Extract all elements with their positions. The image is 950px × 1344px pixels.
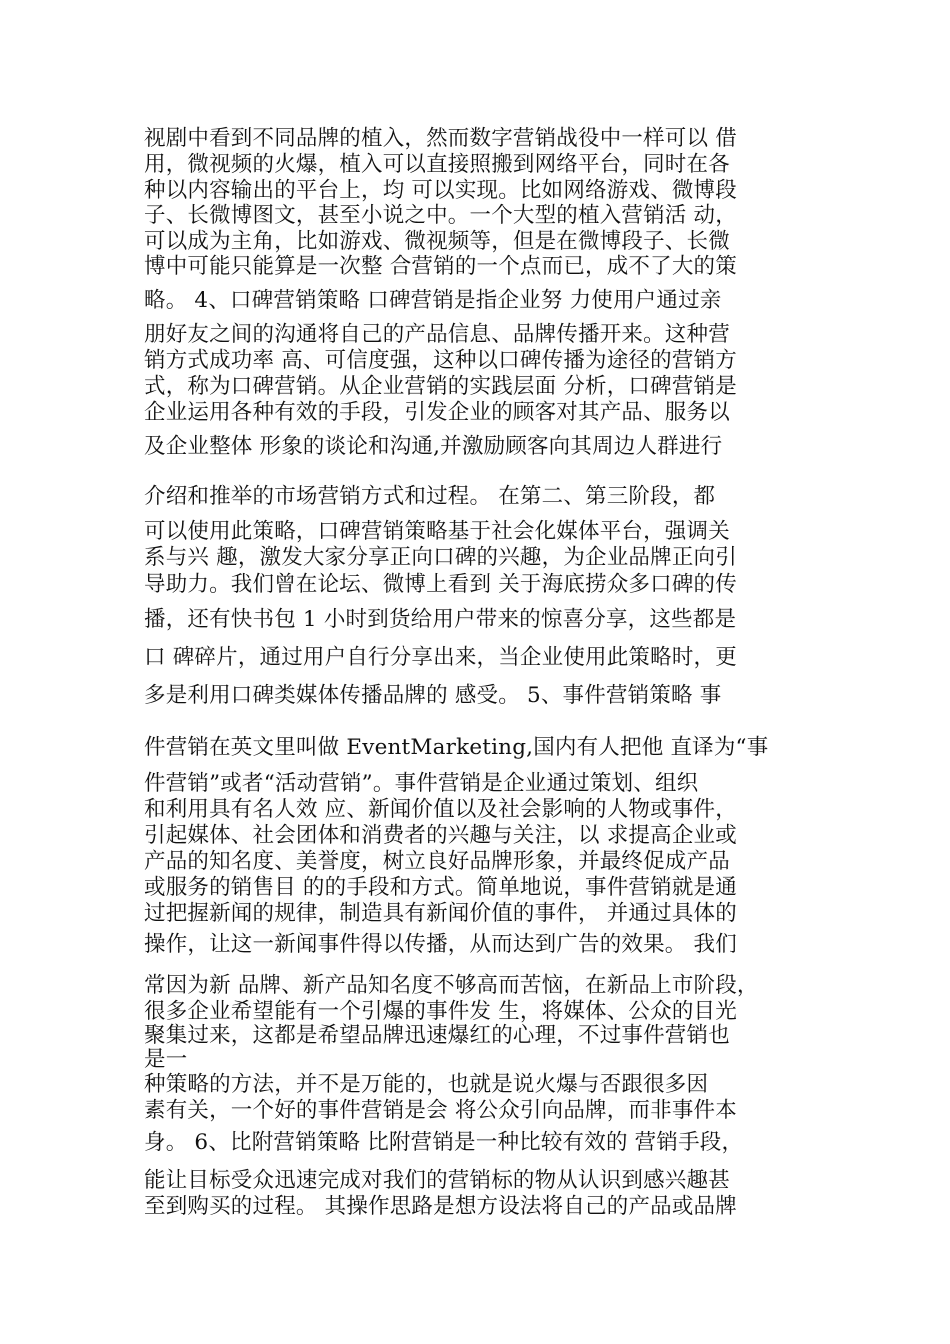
text-line: 聚集过来，这都是希望品牌迅速爆红的心理，不过事件营销也 xyxy=(144,1023,730,1048)
text-line: 介绍和推举的市场营销方式和过程。 在第二、第三阶段，都 xyxy=(144,484,716,509)
text-line: 视剧中看到不同品牌的植入，然而数字营销战役中一样可以 借 xyxy=(144,126,737,151)
text-line: 身。 6、比附营销策略 比附营销是一种比较有效的 营销手段， xyxy=(144,1130,744,1155)
text-line: 过把握新闻的规律，制造具有新闻价值的事件， 并通过具体的 xyxy=(144,901,737,926)
text-line: 引起媒体、社会团体和消费者的兴趣与关注，以 求提高企业或 xyxy=(144,823,737,848)
text-line: 子、长微博图文，甚至小说之中。一个大型的植入营销活 动， xyxy=(144,203,737,228)
text-line: 件营销在英文里叫做 EventMarketing,国内有人把他 直译为“事 xyxy=(144,735,769,760)
text-line: 博中可能只能算是一次整 合营销的一个点而已，成不了大的策 xyxy=(144,254,737,279)
text-line: 件营销”或者“活动营销”。事件营销是企业通过策划、组织 xyxy=(144,771,699,796)
text-line: 企业运用各种有效的手段，引发企业的顾客对其产品、服务以 xyxy=(144,400,730,425)
text-line: 及企业整体 形象的谈论和沟通,并激励顾客向其周边人群进行 xyxy=(144,434,723,459)
text-line: 导助力。我们曾在论坛、微博上看到 关于海底捞众多口碑的传 xyxy=(144,572,737,597)
text-line: 播，还有快书包 1 小时到货给用户带来的惊喜分享，这些都是 xyxy=(144,607,737,632)
text-line: 多是利用口碑类媒体传播品牌的 感受。 5、事件营销策略 事 xyxy=(144,683,722,708)
text-line: 操作，让这一新闻事件得以传播，从而达到广告的效果。 我们 xyxy=(144,932,737,957)
text-line: 是一 xyxy=(144,1047,188,1072)
text-line: 素有关，一个好的事件营销是会 将公众引向品牌，而非事件本 xyxy=(144,1098,737,1123)
text-line: 和利用具有名人效 应、新闻价值以及社会影响的人物或事件， xyxy=(144,797,737,822)
text-line: 朋好友之间的沟通将自己的产品信息、品牌传播开来。这种营 xyxy=(144,322,730,347)
text-line: 用，微视频的火爆，植入可以直接照搬到网络平台，同时在各 xyxy=(144,152,730,177)
text-line: 式，称为口碑营销。从企业营销的实践层面 分析，口碑营销是 xyxy=(144,374,737,399)
text-line: 系与兴 趣，激发大家分享正向口碑的兴趣，为企业品牌正向引 xyxy=(144,545,737,570)
text-line: 很多企业希望能有一个引爆的事件发 生，将媒体、公众的目光 xyxy=(144,999,737,1024)
text-line: 可以使用此策略，口碑营销策略基于社会化媒体平台，强调关 xyxy=(144,519,730,544)
text-line: 口 碑碎片，通过用户自行分享出来，当企业使用此策略时，更 xyxy=(144,645,737,670)
text-line: 销方式成功率 高、可信度强，这种以口碑传播为途径的营销方 xyxy=(144,348,737,373)
text-line: 略。 4、口碑营销策略 口碑营销是指企业努 力使用户通过亲 xyxy=(144,288,722,313)
text-line: 种策略的方法，并不是万能的，也就是说火爆与否跟很多因 xyxy=(144,1072,709,1097)
text-line: 可以成为主角，比如游戏、微视频等，但是在微博段子、长微 xyxy=(144,229,730,254)
text-line: 或服务的销售目 的的手段和方式。简单地说，事件营销就是通 xyxy=(144,875,737,900)
text-line: 产品的知名度、美誉度，树立良好品牌形象，并最终促成产品 xyxy=(144,849,730,874)
text-line: 常因为新 品牌、新产品知名度不够高而苦恼，在新品上市阶段， xyxy=(144,973,759,998)
text-line: 至到购买的过程。 其操作思路是想方设法将自己的产品或品牌 xyxy=(144,1194,737,1219)
text-line: 种以内容输出的平台上，均 可以实现。比如网络游戏、微博段 xyxy=(144,178,737,203)
text-line: 能让目标受众迅速完成对我们的营销标的物从认识到感兴趣甚 xyxy=(144,1168,730,1193)
